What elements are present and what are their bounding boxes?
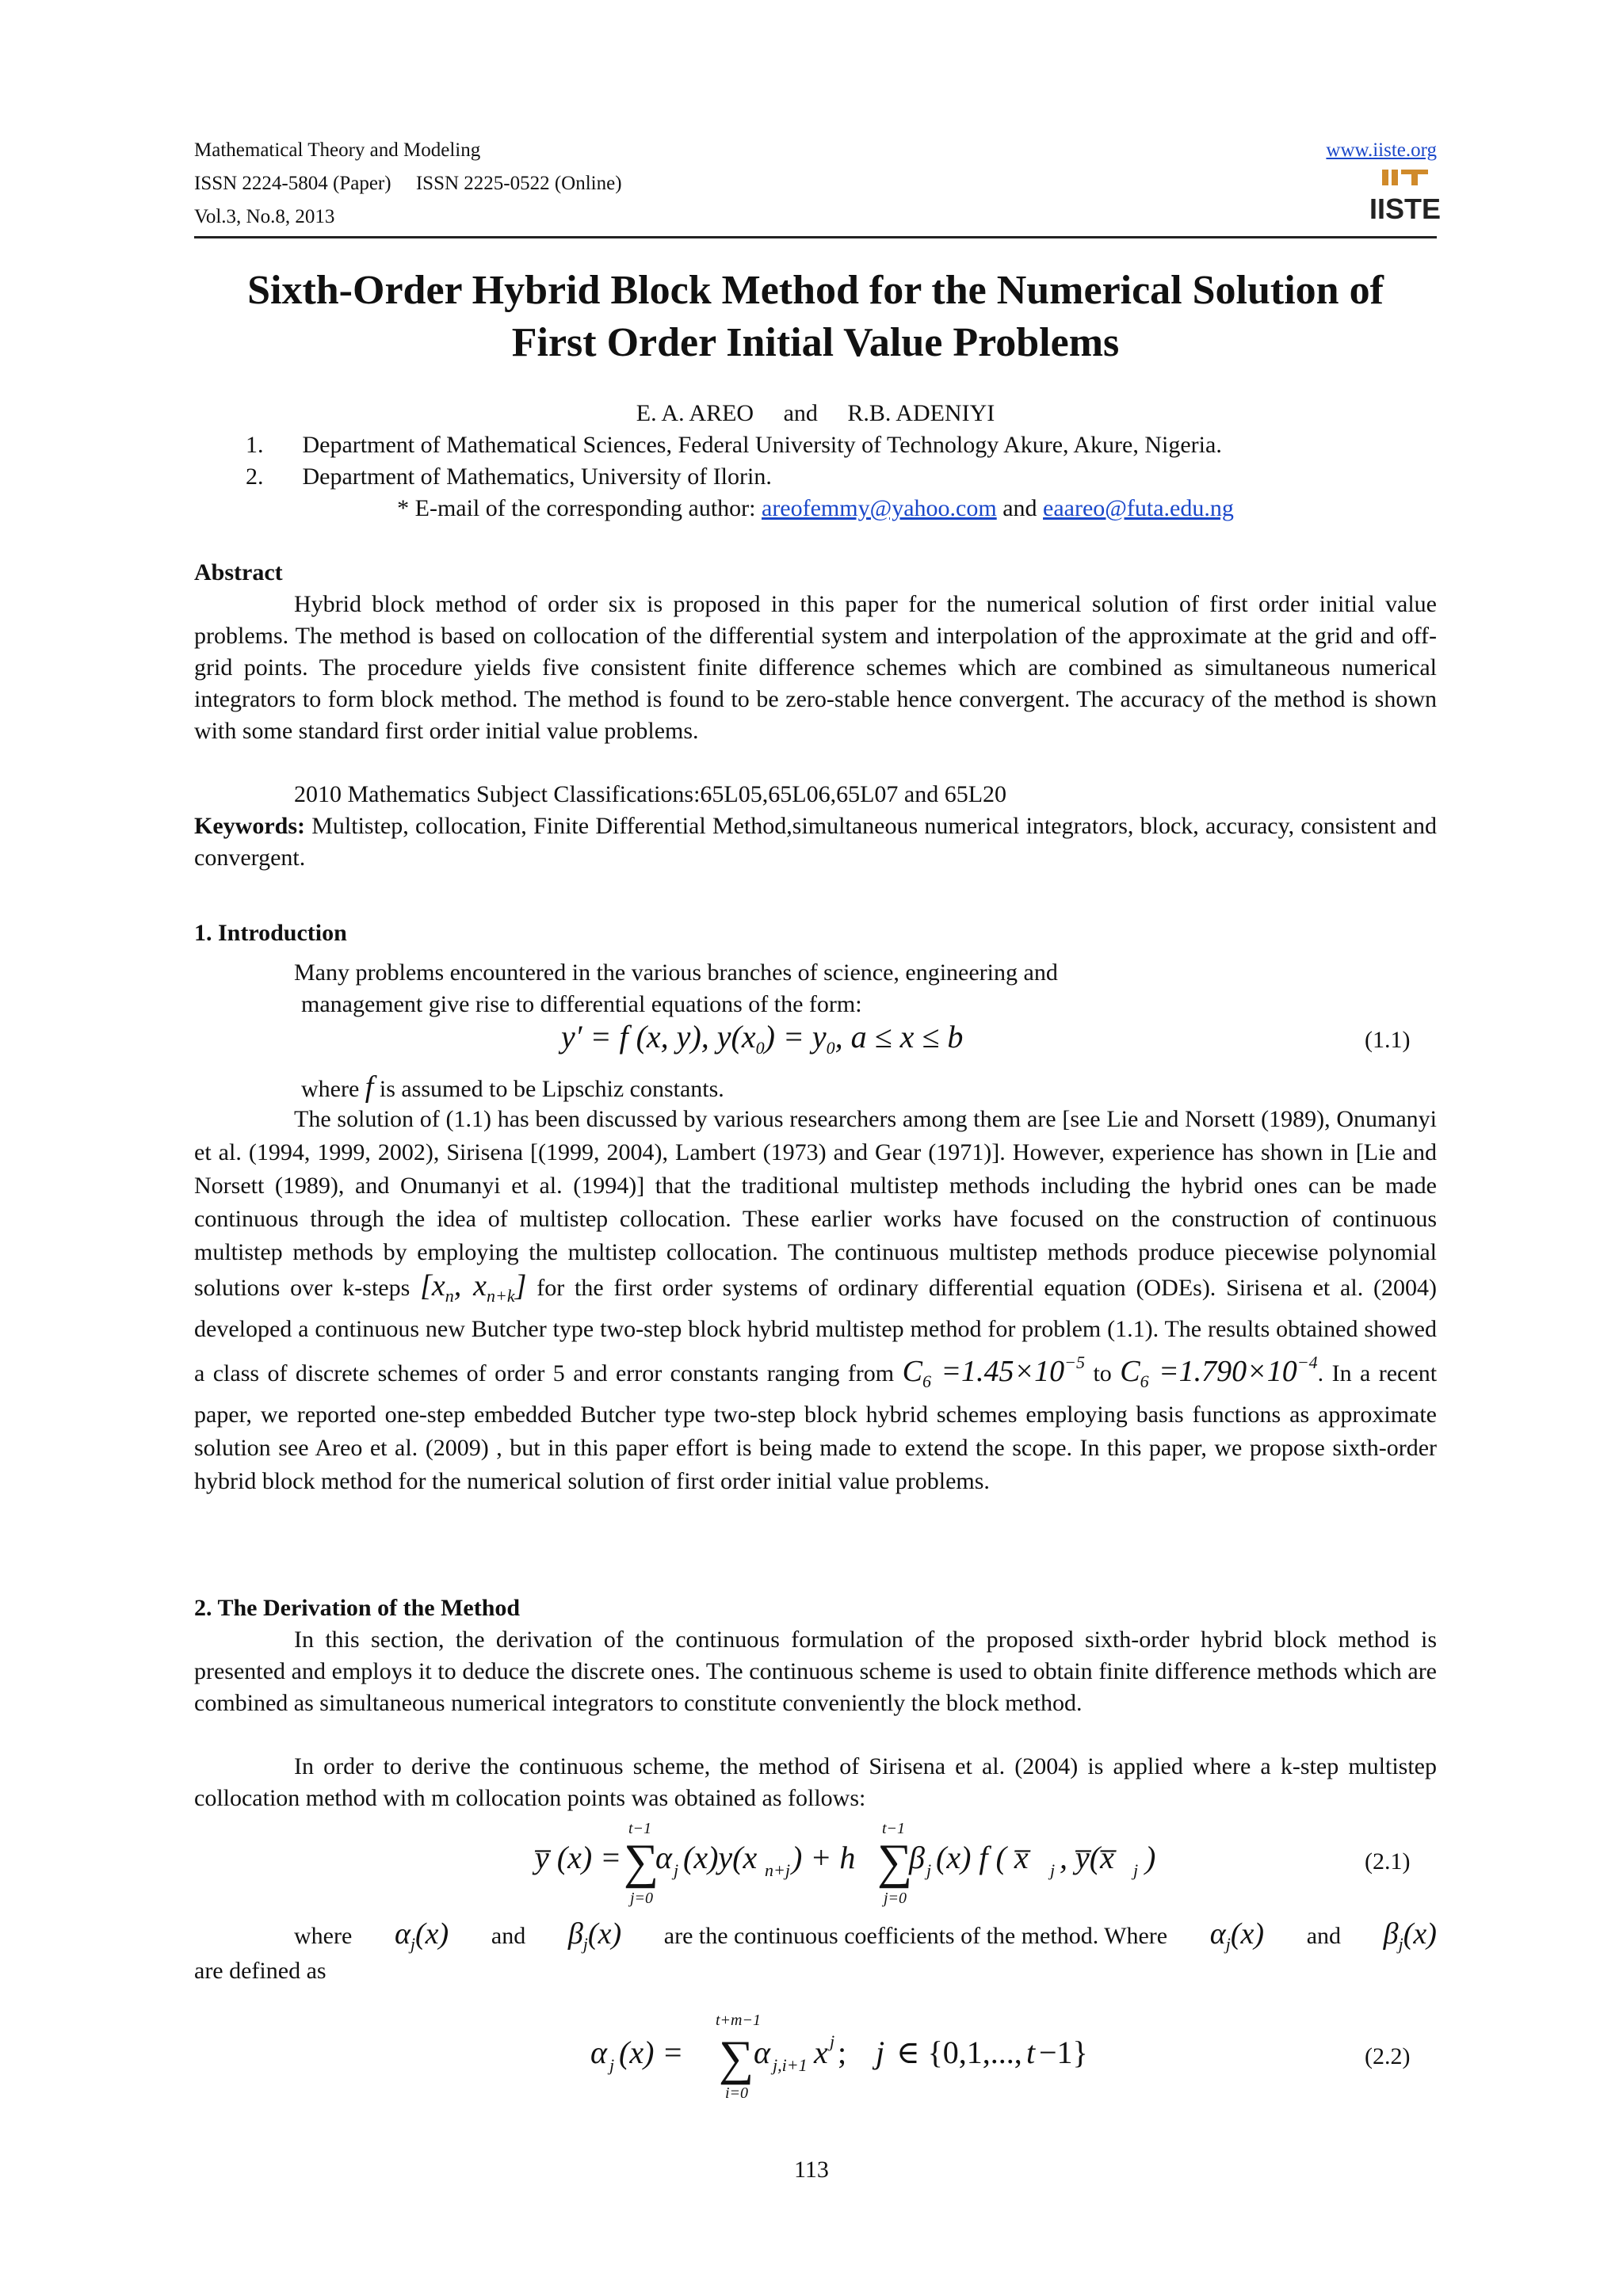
paper-title-line-1: Sixth-Order Hybrid Block Method for the Numerical Solution of	[247, 268, 1384, 313]
iiste-logo	[1369, 168, 1442, 225]
svg-text:j: j	[830, 2031, 835, 2051]
keywords-text: Multistep, collocation, Finite Differential Method,simultaneous numerical integrators, block, accuracy, consistent and convergent.	[194, 813, 1437, 871]
svg-text:α: α	[590, 2035, 607, 2070]
svg-text:∑: ∑	[877, 1835, 913, 1889]
where-f-line	[301, 1071, 724, 1105]
keywords-label: Keywords:	[194, 813, 305, 839]
section-1-heading: 1. Introduction	[194, 920, 347, 946]
affiliation-1	[246, 429, 1222, 461]
intro-para2-b: for the first order systems of ordinary differential equation (ODEs). Sirisena et al. (2004) developed a continuous new Butcher type two-step block hybrid multistep method for problem (1.1). The results obtained showed a class of discrete schemes of order 5 and error constants ranging from	[194, 1275, 1438, 1386]
journal-name: Mathematical Theory and Modeling	[194, 139, 481, 161]
error-constant-1: $C_6 =1.45\times 10^{-5}$	[902, 1352, 1086, 1391]
where-f-var: f	[365, 1070, 374, 1104]
beta-j-x: $\beta_j(x)$	[567, 1917, 622, 1954]
email-and: and	[996, 495, 1044, 521]
section-2-paragraph-2: In order to derive the continuous scheme, the method of Sirisena et al. (2004) is applied where a k-step multistep collocation method with m collocation points was obtained as follows:	[194, 1753, 1437, 1811]
alpha-j-x: $\alpha_j(x)$	[394, 1917, 449, 1954]
intro-para2-c: . In a recent paper, we reported one-step embedded Butcher type two-step block hybrid schemes employing basis functions as approximate solution see Areo et al. (2009) , but in this paper effort is being made to extend the scope. In this paper, we propose sixth-order hybrid block method for the numerical solution of first order initial value problems.	[194, 1360, 1438, 1494]
svg-text:t−1: t−1	[628, 1820, 652, 1837]
equation-1-1-number: (1.1)	[1365, 1027, 1411, 1053]
svg-text:α: α	[754, 2035, 770, 2070]
email-line	[194, 493, 1437, 524]
equation-2-1-number: (2.1)	[1365, 1848, 1411, 1875]
affiliation-1-number: 1.	[246, 432, 264, 458]
intro-line-2: management give rise to differential equations of the form:	[301, 991, 862, 1017]
interval-xn-xnk: [$x_n$, $x_{n+k}$]	[420, 1269, 527, 1306]
svg-text:∑: ∑	[624, 1835, 659, 1889]
equation-1-1: y′ = f (x, y), $y(x_0) = y_0$, a ≤ x ≤ b	[561, 1019, 964, 1058]
section-2-heading: 2. The Derivation of the Method	[194, 1595, 521, 1621]
svg-text:): )	[1145, 1840, 1156, 1875]
paper-title-line-2: First Order Initial Value Problems	[511, 320, 1120, 365]
svg-text:;: ;	[838, 2035, 847, 2070]
msc-line: 2010 Mathematics Subject Classifications:65L05,65L06,65L07 and 65L20	[294, 781, 1007, 807]
svg-text:t−1: t−1	[882, 1820, 906, 1837]
svg-text:j: j	[1050, 1860, 1056, 1880]
svg-text:(x) f ( x̅: (x) f ( x̅	[936, 1840, 1029, 1875]
where-alpha-mid: are the continuous coefficients of the method. Where	[663, 1923, 1168, 1949]
svg-text:(x) =: (x) =	[619, 2035, 684, 2070]
svg-text:j=0: j=0	[630, 1890, 654, 1907]
authors: E. A. AREO and R.B. ADENIYI	[636, 400, 995, 426]
where-and-2: and	[1306, 1923, 1342, 1949]
abstract-heading: Abstract	[194, 559, 283, 585]
where-alpha-beta-line	[294, 1914, 1437, 1954]
email-prefix: * E-mail of the corresponding author:	[397, 495, 762, 521]
svg-text:j: j	[926, 1860, 932, 1880]
svg-text:(x)y(x: (x)y(x	[683, 1840, 758, 1875]
svg-text:j=0: j=0	[884, 1890, 907, 1907]
svg-text:j,i+1: j,i+1	[773, 2055, 808, 2075]
svg-text:j: j	[1133, 1860, 1139, 1880]
svg-text:−1}: −1}	[1039, 2035, 1088, 2070]
svg-text:y̅ (x) =: y̅ (x) =	[535, 1840, 622, 1875]
journal-website-link[interactable]: www.iiste.org	[1326, 139, 1437, 161]
email-link-2[interactable]: eaareo@futa.edu.ng	[1043, 495, 1234, 521]
affiliation-2	[246, 461, 772, 493]
are-defined-line: are defined as	[194, 1958, 327, 1984]
equation-2-2	[590, 2004, 1145, 2100]
error-constant-2: $C_6 =1.790\times 10^{-4}$	[1120, 1352, 1318, 1391]
svg-text:β: β	[909, 1840, 925, 1875]
affiliation-2-number: 2.	[246, 463, 264, 490]
svg-text:∈ {0,1,...,: ∈ {0,1,...,	[896, 2035, 1022, 2070]
svg-text:, y̅(x̅: , y̅(x̅	[1060, 1840, 1114, 1875]
alpha-j-x-2: $\alpha_j(x)$	[1209, 1917, 1265, 1954]
beta-j-x-2: $\beta_j(x)$	[1383, 1917, 1437, 1954]
page-number: 113	[794, 2157, 829, 2183]
svg-text:x: x	[814, 2035, 828, 2070]
header-rule	[194, 236, 1437, 238]
equation-2-1	[535, 1814, 1248, 1909]
svg-text:α: α	[655, 1840, 672, 1875]
intro-line-1: Many problems encountered in the various branches of science, engineering and	[294, 959, 1058, 986]
svg-text:t: t	[1026, 2035, 1036, 2070]
svg-text:j: j	[674, 1860, 679, 1880]
volume-line: Vol.3, No.8, 2013	[194, 206, 335, 227]
abstract-text: Hybrid block method of order six is proposed in this paper for the numerical solution of first order initial value problems. The method is based on collocation of the differential system and interpolation of the approximate at the grid and off-grid points. The procedure yields five consistent finite difference schemes which are combined as simultaneous numerical integrators to form block method. The method is found to be zero-stable hence convergent. The accuracy of the method is shown with some standard first order initial value problems.	[194, 591, 1437, 744]
affiliation-2-text: Department of Mathematics, University of Ilorin.	[302, 463, 772, 490]
intro-para2-a: The solution of (1.1) has been discussed by various researchers among them are [see Lie and Norsett (1989), Onumanyi et al. (1994, 1999, 2002), Sirisena [(1999, 2004), Lambert (1973) and Gear (1971)]. However, experience has shown in [Lie and Norsett (1989), and Onumanyi et al. (1994)] that the traditional multistep methods including the hybrid ones can be made continuous through the idea of multistep collocation. These earlier works have focused on the construction of continuous multistep methods by employing the multistep collocation. The continuous multistep methods produce piecewise polynomial solutions over k-steps	[194, 1106, 1437, 1301]
svg-text:t+m−1: t+m−1	[716, 2012, 761, 2029]
svg-text:j: j	[876, 2035, 885, 2070]
affiliation-1-text: Department of Mathematical Sciences, Federal University of Technology Akure, Akure, Nigeria.	[302, 432, 1222, 458]
intro-paragraph-2	[194, 1103, 1437, 1498]
where-alpha-pre: where	[294, 1923, 353, 1949]
where-and-1: and	[491, 1923, 526, 1949]
issn-line: ISSN 2224-5804 (Paper) ISSN 2225-0522 (Online)	[194, 173, 622, 194]
svg-text:) + h: ) + h	[792, 1840, 856, 1875]
email-link-1[interactable]: areofemmy@yahoo.com	[762, 495, 997, 521]
section-2-paragraph-1: In this section, the derivation of the continuous formulation of the proposed sixth-order hybrid block method is presented and employs it to deduce the discrete ones. The continuous scheme is used to obtain finite difference methods which are combined as simultaneous numerical integrators to constitute conveniently the block method.	[194, 1627, 1437, 1716]
equation-2-2-number: (2.2)	[1365, 2043, 1411, 2069]
svg-text:j: j	[609, 2055, 615, 2075]
svg-text:n+j: n+j	[765, 1860, 790, 1880]
where-f-post: is assumed to be Lipschiz constants.	[373, 1076, 724, 1102]
svg-text:i=0: i=0	[725, 2084, 749, 2102]
iiste-logo-text: IISTE	[1369, 193, 1442, 225]
intro-to: to	[1093, 1360, 1112, 1386]
keywords	[194, 810, 1437, 874]
where-f-pre: where	[301, 1076, 365, 1102]
svg-text:∑: ∑	[719, 2031, 754, 2085]
